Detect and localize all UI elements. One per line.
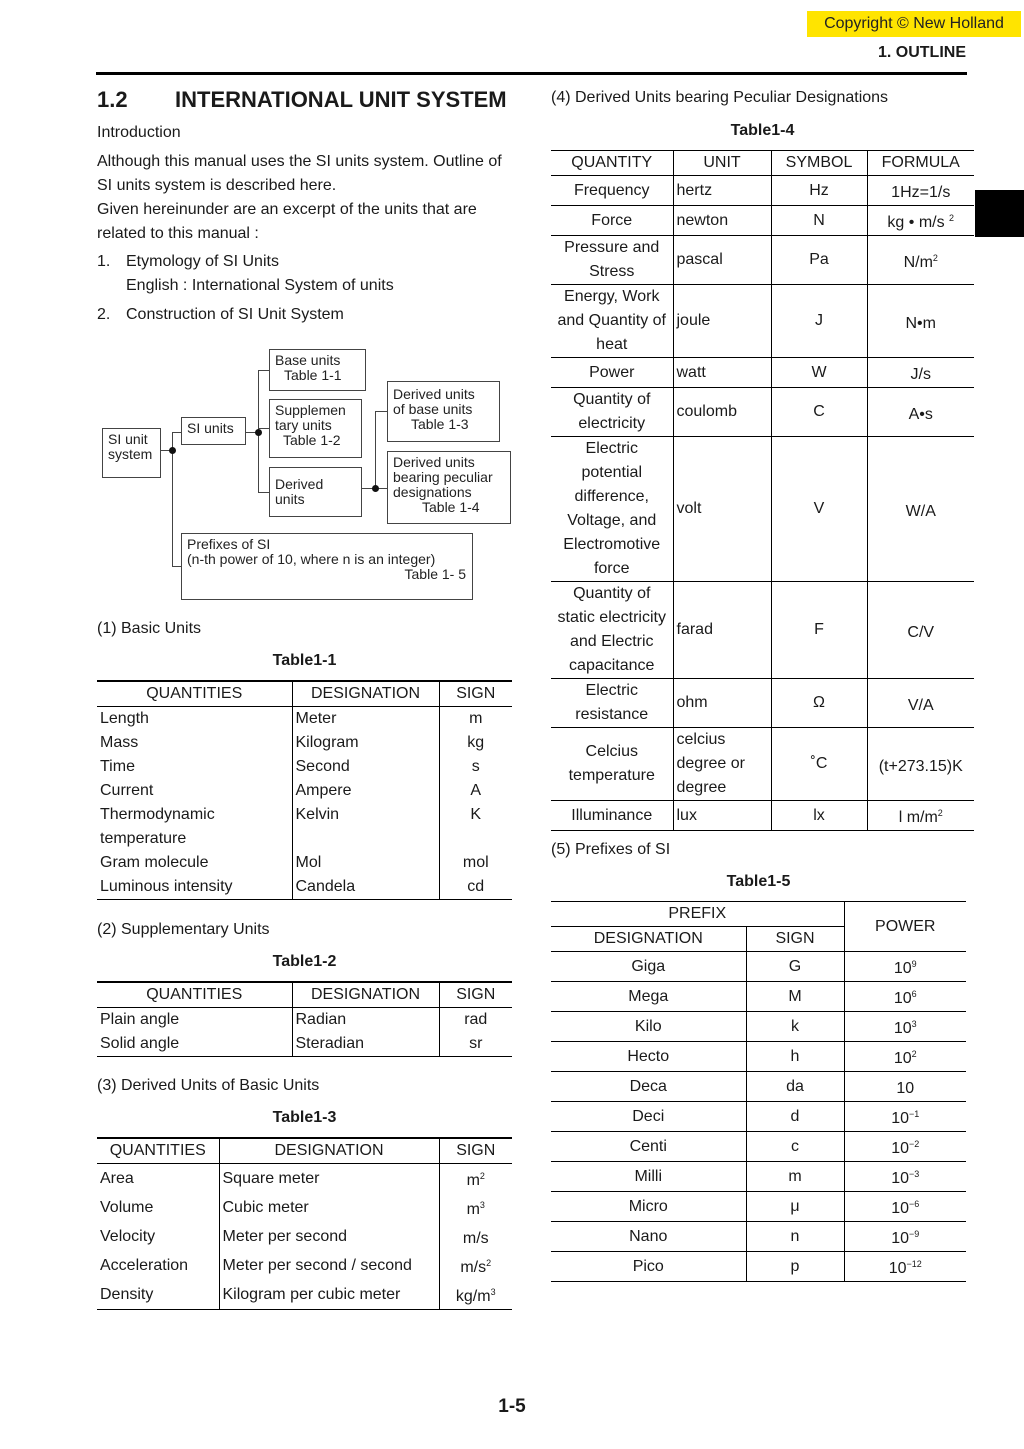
list-subitem-english: English : International System of units [126,277,394,294]
cell: Electric potential difference, Voltage, and Electromotive force [551,437,673,582]
col-header: UNIT [673,151,771,176]
table-row [551,952,966,982]
unit-text: m [466,1201,480,1218]
cell: Deca [551,1072,746,1102]
power-base: 10 [893,990,912,1007]
prefixes-table [551,901,966,1282]
cell [439,1193,512,1222]
cell: Quantity of static electricity and Electric capacitance [551,582,673,679]
cell: newton [673,206,771,236]
table-row [97,1280,512,1310]
cell: cd [439,875,512,900]
cell: Illuminance [551,801,673,831]
cell: c [746,1132,844,1162]
cell: k [746,1012,844,1042]
table-row [97,1251,512,1280]
cell: Length [100,710,149,727]
exponent: 3 [911,1019,917,1029]
exponent: 2 [932,252,938,263]
table-row [551,1252,966,1282]
table-row [551,285,974,358]
power-base: 10 [891,1110,910,1127]
cell [867,801,974,831]
table-row [551,176,974,206]
cell: Pressure and Stress [551,236,673,285]
table-row [551,582,974,679]
cell: Solid angle [100,1035,180,1052]
cell: Giga [551,952,746,982]
intro-paragraph-2: Given hereinunder are an excerpt of the units that are related to this manual : [97,201,477,242]
cell: Velocity [100,1227,156,1245]
unit-text: m/s [462,1230,489,1247]
cell [439,1164,512,1194]
cell: Gram molecule [100,854,209,871]
table-row [551,206,974,236]
connector-line [375,411,387,412]
list-number: 1. [97,253,111,270]
formula-text: C/V [907,623,935,641]
col-header: SIGN [439,681,512,707]
cell: Milli [551,1162,746,1192]
cell: Cubic meter [219,1193,439,1222]
cell [439,827,512,851]
cell: Hz [771,176,867,206]
table-row [551,1192,966,1222]
cell: Thermodynamic [100,806,215,823]
cell: A [439,779,512,803]
si-units-box [181,417,246,445]
derived-peculiar-units-box [387,451,511,524]
col-header: DESIGNATION [292,681,439,707]
col-header: QUANTITIES [97,1138,219,1164]
box-label: Table 1-2 [283,432,341,448]
cell: Ω [771,679,867,728]
exponent: 2 [911,1049,917,1059]
cell [867,176,974,206]
col-header: SYMBOL [771,151,867,176]
cell: Micro [551,1192,746,1222]
box-label: bearing peculiar [393,469,493,485]
cell: da [746,1072,844,1102]
cell: Mass [100,734,139,751]
cell [844,1252,966,1282]
power-base: 10 [893,1050,912,1067]
connector-line [258,492,269,493]
table-row [551,1222,966,1252]
power-base: 10 [896,1080,915,1097]
cell: Plain angle [100,1011,180,1028]
section-number: 1.2 [97,87,128,112]
cell [844,1042,966,1072]
derived-base-units-box [387,381,500,442]
table-row [97,755,512,779]
basic-units-table [97,680,512,900]
box-label: Derived units [393,386,475,402]
cell: h [746,1042,844,1072]
cell: m [746,1162,844,1192]
table-row [551,1012,966,1042]
header-rule [96,72,967,75]
table-row [551,1132,966,1162]
section-title: INTERNATIONAL UNIT SYSTEM [175,87,507,112]
cell: C [771,388,867,437]
exponent: 2 [937,808,943,818]
cell [439,1222,512,1251]
cell: Time [100,758,135,775]
box-label: Supplemen [275,402,346,418]
box-label: Derived units [393,454,475,470]
table-1-3-caption: Table1-3 [272,1109,337,1126]
cell: F [771,582,867,679]
cell: Kilo [551,1012,746,1042]
cell [867,206,974,236]
table-row [551,236,974,285]
cell: farad [673,582,771,679]
cell: Acceleration [100,1256,189,1274]
cell [844,1222,966,1252]
table-row [97,731,512,755]
intro-heading: Introduction [97,124,181,141]
base-units-box [269,349,366,391]
cell: n [746,1222,844,1252]
cell: kg [439,731,512,755]
derived-units-heading: (3) Derived Units of Basic Units [97,1077,320,1094]
cell: G [746,952,844,982]
unit-text: m [466,1172,480,1189]
col-header: SIGN [439,982,512,1008]
peculiar-units-heading: (4) Derived Units bearing Peculiar Designations [551,89,889,106]
power-base: 10 [891,1200,910,1217]
box-label: Prefixes of SI [187,536,271,552]
cell: watt [673,358,771,388]
cell: Mega [551,982,746,1012]
box-label: Base units [275,352,341,368]
exponent: 9 [911,959,917,969]
cell [867,285,974,358]
cell: Pico [551,1252,746,1282]
cell: celcius degree or degree [673,728,771,801]
cell [867,236,974,285]
cell [844,1102,966,1132]
box-label: SI units [187,420,234,436]
cell [867,582,974,679]
exponent: −12 [906,1259,922,1269]
connector-line [375,411,376,488]
formula-text: N•m [905,314,936,332]
formula-text: W/A [905,502,936,520]
col-header-prefix: PREFIX [551,902,844,927]
supplementary-units-table [97,981,512,1057]
formula-text: A•s [908,405,933,423]
cell: Kilogram per cubic meter [219,1280,439,1310]
cell: s [439,755,512,779]
cell: p [746,1252,844,1282]
exponent: −3 [909,1169,920,1179]
cell: V [771,437,867,582]
table-row [551,358,974,388]
cell: Ampere [292,779,439,803]
cell: Meter per second / second [219,1251,439,1280]
table-row [551,1162,966,1192]
col-header-sign: SIGN [746,927,844,952]
formula-text: l m/m [898,809,938,826]
box-label: of base units [393,401,473,417]
cell [867,437,974,582]
table-1-2-caption: Table1-2 [272,953,337,970]
cell: Steradian [292,1032,439,1057]
table-row [551,388,974,437]
connector-line [258,370,269,371]
connector-line [172,566,181,567]
peculiar-units-table [551,150,974,831]
cell: Luminous intensity [100,878,233,895]
cell: mol [439,851,512,875]
cell: Current [100,782,154,799]
table-row [97,1193,512,1222]
table-row [97,875,512,900]
cell: pascal [673,236,771,285]
table-row [97,707,512,732]
page-number: 1-5 [498,1396,526,1417]
formula-text: 1Hz=1/s [891,184,951,201]
unit-text: m/s [460,1259,487,1276]
cell: lux [673,801,771,831]
formula-text: N/m [903,253,933,271]
table-row [551,982,966,1012]
table-1-5-caption: Table1-5 [726,873,791,890]
cell: ohm [673,679,771,728]
exponent: 6 [911,989,917,999]
cell: m [439,707,512,732]
cell: Candela [292,875,439,900]
cell: Kelvin [292,803,439,827]
cell [844,1012,966,1042]
formula-text: J/s [910,366,931,383]
basic-units-heading: (1) Basic Units [97,620,202,637]
box-label: Derived [275,476,324,492]
cell [844,982,966,1012]
cell: temperature [100,830,187,847]
table-row [97,827,512,851]
cell [292,827,439,851]
junction-dot [255,429,262,436]
cell: ˚C [771,728,867,801]
power-base: 10 [888,1260,907,1277]
exponent: 3 [479,1200,485,1210]
table-row [97,779,512,803]
cell: rad [439,1008,512,1033]
col-header: QUANTITIES [97,681,292,707]
col-header: QUANTITY [551,151,673,176]
col-header: QUANTITIES [97,982,292,1008]
formula-text: (t+273.15)K [878,757,963,775]
table-row [97,1008,512,1033]
cell: Frequency [551,176,673,206]
col-header-power: POWER [844,902,966,952]
chapter-tab-marker [975,190,1024,237]
table-row [97,1164,512,1194]
cell [844,952,966,982]
cell: Nano [551,1222,746,1252]
cell: d [746,1102,844,1132]
exponent: 2 [479,1171,485,1181]
col-header: FORMULA [867,151,974,176]
cell: Electric resistance [551,679,673,728]
prefixes-box [181,533,473,600]
cell [867,679,974,728]
col-header: DESIGNATION [219,1138,439,1164]
cell: Area [100,1169,134,1187]
formula-text: kg • m/s [887,214,945,231]
cell: joule [673,285,771,358]
col-header-designation: DESIGNATION [551,927,746,952]
cell: Energy, Work and Quantity of heat [551,285,673,358]
table-row [97,1032,512,1057]
connector-line [172,432,181,433]
cell: Hecto [551,1042,746,1072]
table-row [551,1072,966,1102]
power-base: 10 [893,1020,912,1037]
supplementary-units-box [269,399,362,458]
cell: Meter per second [219,1222,439,1251]
box-label: units [275,491,305,507]
cell: μ [746,1192,844,1222]
derived-units-table [97,1137,512,1310]
si-system-box [102,428,161,478]
intro-paragraph-1: Although this manual uses the SI units system. Outline of SI units system is described here. [97,153,502,194]
cell: Volume [100,1198,154,1216]
list-item-etymology: Etymology of SI Units [126,253,279,270]
cell: Kilogram [292,731,439,755]
exponent: −2 [909,1139,920,1149]
box-label: designations [393,484,472,500]
cell [844,1132,966,1162]
col-header: DESIGNATION [292,982,439,1008]
exponent: −6 [909,1199,920,1209]
cell: Power [551,358,673,388]
cell: Deci [551,1102,746,1132]
cell [844,1192,966,1222]
power-base: 10 [891,1170,910,1187]
cell: coulomb [673,388,771,437]
exponent: −1 [909,1109,920,1119]
copyright-banner: Copyright © New Holland [807,11,1021,37]
cell: N [771,206,867,236]
exponent: −9 [909,1229,920,1239]
table-row [551,437,974,582]
cell [867,388,974,437]
cell: sr [439,1032,512,1057]
cell [844,1162,966,1192]
cell: Meter [292,707,439,732]
table-row [551,679,974,728]
list-number: 2. [97,306,111,323]
table-row [97,803,512,827]
cell: Square meter [219,1164,439,1194]
cell: hertz [673,176,771,206]
table-row [551,801,974,831]
cell: Radian [292,1008,439,1033]
cell [867,728,974,801]
power-base: 10 [893,960,912,977]
cell: Mol [292,851,439,875]
cell: Centi [551,1132,746,1162]
cell: Second [292,755,439,779]
box-label: Table 1-3 [411,416,469,432]
prefixes-heading: (5) Prefixes of SI [551,841,671,858]
cell: lx [771,801,867,831]
cell: volt [673,437,771,582]
chapter-title: 1. OUTLINE [877,44,966,61]
cell [439,1280,512,1310]
table-1-1-caption: Table1-1 [272,652,337,669]
table-row [97,1222,512,1251]
box-label: (n-th power of 10, where n is an integer) [187,551,436,567]
cell: M [746,982,844,1012]
cell: Celcius temperature [551,728,673,801]
cell: W [771,358,867,388]
table-row [551,1102,966,1132]
table-row [97,851,512,875]
box-label: tary units [275,417,332,433]
cell: K [439,803,512,827]
exponent: 2 [486,1258,492,1268]
cell [844,1072,966,1102]
table-1-4-caption: Table1-4 [730,122,795,139]
exponent: 3 [490,1287,496,1297]
derived-units-box [269,467,362,517]
cell: Quantity of electricity [551,388,673,437]
table-row [551,1042,966,1072]
col-header: SIGN [439,1138,512,1164]
box-label: Table 1- 5 [404,566,466,582]
box-label: Table 1-1 [284,367,342,383]
cell: Force [551,206,673,236]
cell: Density [100,1285,154,1303]
unit-text: kg/m [455,1288,491,1305]
exponent: 2 [949,213,955,223]
list-item-construction: Construction of SI Unit System [126,306,344,323]
cell [439,1251,512,1280]
cell [867,358,974,388]
formula-text: V/A [907,696,934,714]
cell: J [771,285,867,358]
table-row [551,728,974,801]
power-base: 10 [891,1140,910,1157]
junction-dot [169,447,176,454]
box-label: SI unit system [108,431,153,462]
box-label: Table 1-4 [422,499,480,515]
power-base: 10 [891,1230,910,1247]
junction-dot [372,485,379,492]
cell: Pa [771,236,867,285]
supplementary-units-heading: (2) Supplementary Units [97,921,270,938]
